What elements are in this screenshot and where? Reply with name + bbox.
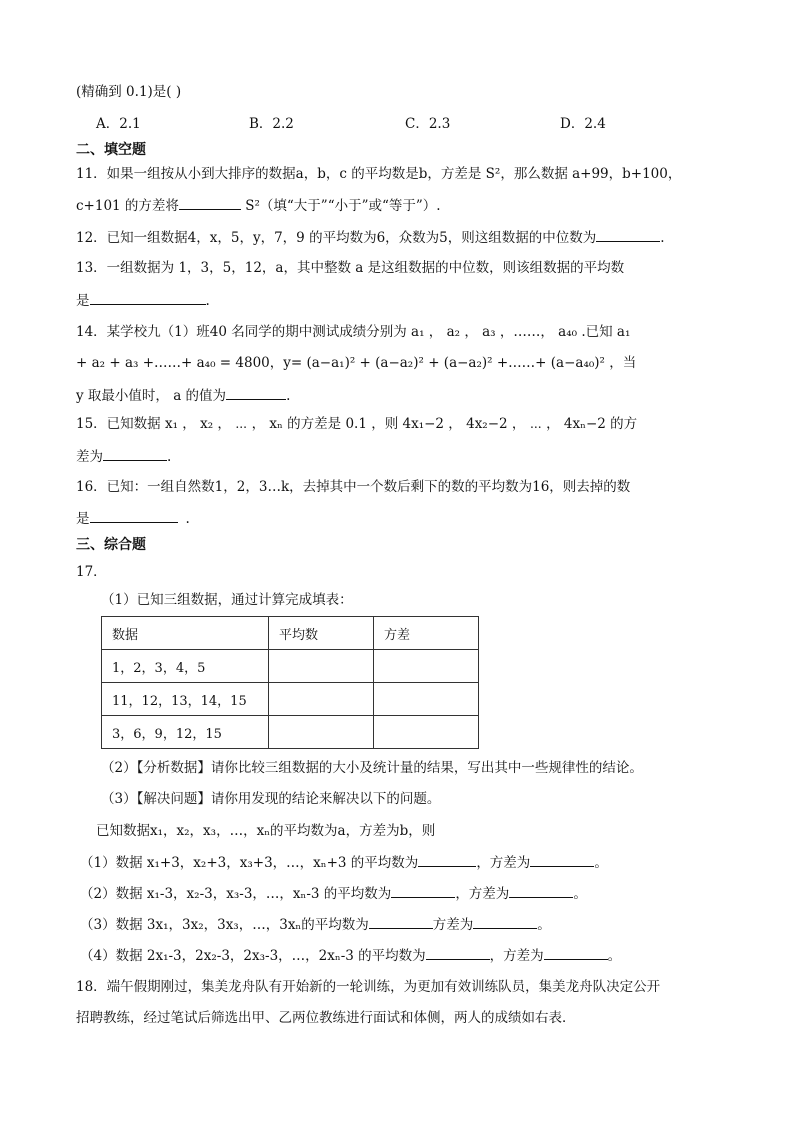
section-heading-comprehensive: 三、综合题 [76,537,146,553]
q14-answer-blank[interactable] [226,385,286,400]
table-cell-mean[interactable] [269,716,374,749]
table-cell-variance[interactable] [374,650,479,683]
q17-sub-1-mean-blank[interactable] [418,852,476,867]
q17-sub-4 [80,945,621,966]
table-header-row [102,617,479,650]
q10-option-d: D．2.4 [560,116,606,132]
q18-line-1: 18．端午假期刚过，集美龙舟队有开始新的一轮训练，为更加有效训练队员，集美龙舟队决定公开 [76,979,661,995]
q11-text-a: c+101 的方差将 [76,198,179,214]
q13-line-1: 13．一组数据为 1，3，5，12，a，其中整数 a 是这组数据的中位数，则该组数据的平均数 [76,260,625,276]
q10-tail: (精确到 0.1)是( ) [76,84,182,100]
q17-sub-3-sep: 方差为 [432,917,474,933]
q11-line-2 [76,195,441,216]
q15-answer-blank[interactable] [103,446,167,461]
q16-text: 是 [76,511,90,527]
q14-text: y 取最小值时， a 的值为 [76,388,227,404]
q16-answer-blank[interactable] [90,508,178,523]
q17-sub-1 [80,852,608,873]
q13-text: 是 [76,293,90,309]
table-header-variance: 方差 [374,617,479,650]
q15-line-2 [76,446,171,467]
q10-option-a: A．2.1 [96,116,141,132]
q17-number: 17． [76,564,107,580]
table-row [102,650,479,683]
q17-sub-4-mean-blank[interactable] [426,945,490,960]
q17-sub-3-end: 。 [537,917,551,933]
q12-line [76,227,665,248]
q17-sub-2-text: （2）数据 x₁-3，x₂-3，x₃-3，…，xₙ-3 的平均数为 [80,886,392,902]
table-cell-mean[interactable] [269,683,374,716]
q14-period: . [286,388,291,404]
q11-line-1: 11．如果一组按从小到大排序的数据a，b，c 的平均数是b，方差是 S²，那么数据 a+99，b+100， [76,166,682,182]
q11-text-b: S²（填“大于”“小于”或“等于”）. [240,198,441,214]
q17-sub-4-text: （4）数据 2x₁-3，2x₂-3，2x₃-3，…，2xₙ-3 的平均数为 [80,948,426,964]
q14-line-3 [76,385,290,406]
q17-sub-4-variance-blank[interactable] [544,945,608,960]
q15-line-1: 15．已知数据 x₁ ， x₂ ， ⋯ ， xₙ 的方差是 0.1 ，则 4x₁−2 ， 4x₂−2 ， ⋯ ， 4xₙ−2 的方 [76,416,638,432]
q14-line-2: + a₂ + a₃ +……+ a₄₀ = 4800，y= (a−a₁)² + (a−a₂)² + (a−a₂)² +……+ (a−a₄₀)² ，当 [76,355,637,371]
q18-line-2: 招聘教练，经过笔试后筛选出甲、乙两位教练进行面试和体侧，两人的成绩如右表． [76,1010,576,1026]
q15-period: . [167,449,172,465]
q14-line-1: 14．某学校九（1）班40 名同学的期中测试成绩分别为 a₁ ， a₂ ， a₃ ，……， a₄₀ .已知 a₁ [76,324,631,340]
q13-period: . [205,293,210,309]
q17-sub-2-end: 。 [573,886,587,902]
table-cell-variance[interactable] [374,683,479,716]
q17-intro: 已知数据x₁，x₂，x₃，…，xₙ的平均数为a，方差为b，则 [96,823,436,839]
table-cell-data: 3，6，9，12，15 [102,716,269,749]
table-cell-data: 1，2，3，4，5 [102,650,269,683]
q17-sub-1-end: 。 [594,855,608,871]
q17-sub-2 [80,883,587,904]
q17-sub-2-mean-blank[interactable] [391,883,455,898]
q17-part-3: （3）【解决问题】请你用发现的结论来解决以下的问题。 [101,791,441,807]
q17-sub-3-variance-blank[interactable] [473,914,537,929]
q12-period: . [660,230,665,246]
q12-text: 12．已知一组数据4，x，5，y，7，9 的平均数为6，众数为5，则这组数据的中位数为 [76,230,597,246]
q17-part-1: （1）已知三组数据，通过计算完成填表： [101,592,353,608]
q11-answer-blank[interactable] [179,195,241,210]
q17-sub-3 [80,914,551,935]
q17-sub-2-sep: ，方差为 [455,886,510,902]
table-row [102,683,479,716]
q17-sub-1-variance-blank[interactable] [530,852,594,867]
table-cell-data: 11，12，13，14，15 [102,683,269,716]
table-row [102,716,479,749]
q17-sub-1-sep: ，方差为 [476,855,531,871]
q16-period: . [185,511,190,527]
q13-answer-blank[interactable] [90,290,206,305]
q12-answer-blank[interactable] [596,227,660,242]
data-table [101,616,479,749]
q17-sub-1-text: （1）数据 x₁+3，x₂+3，x₃+3，…，xₙ+3 的平均数为 [80,855,419,871]
q17-sub-4-sep: ，方差为 [489,948,544,964]
q13-line-2 [76,290,210,311]
q17-sub-3-mean-blank[interactable] [369,914,433,929]
table-header-data: 数据 [102,617,269,650]
q10-option-b: B．2.2 [249,116,294,132]
q17-part-2: （2）【分析数据】请你比较三组数据的大小及统计量的结果，写出其中一些规律性的结论。 [101,760,643,776]
q16-line-2 [76,508,190,529]
table-cell-variance[interactable] [374,716,479,749]
q16-line-1: 16．已知：一组自然数1，2，3…k，去掉其中一个数后剩下的数的平均数为16，则去掉的数 [76,479,631,495]
q10-option-c: C．2.3 [405,116,451,132]
section-heading-fill-blank: 二、填空题 [76,142,146,158]
q15-text: 差为 [76,449,103,465]
q17-sub-3-text: （3）数据 3x₁，3x₂，3x₃，…，3xₙ的平均数为 [80,917,369,933]
table-header-mean: 平均数 [269,617,374,650]
q17-sub-2-variance-blank[interactable] [509,883,573,898]
q17-sub-4-end: 。 [607,948,622,964]
table-cell-mean[interactable] [269,650,374,683]
